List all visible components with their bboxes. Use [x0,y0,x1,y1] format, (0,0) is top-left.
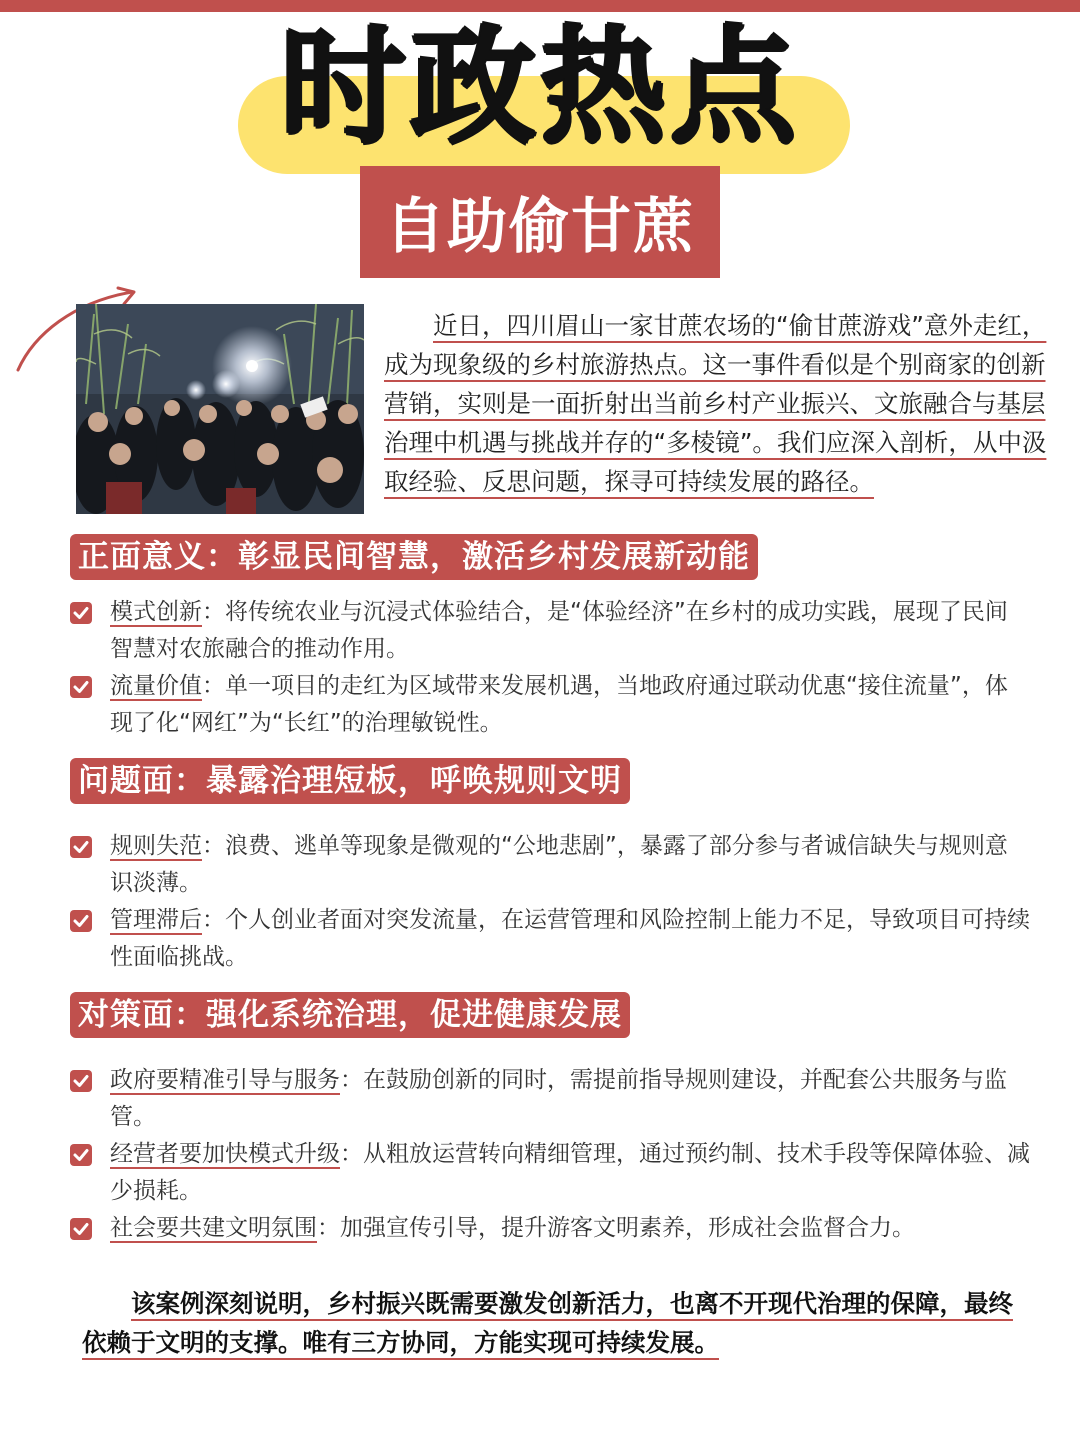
top-accent-bar [0,0,1080,12]
item-text: ：加强宣传引导，提升游客文明素养，形成社会监督合力。 [317,1215,915,1241]
list-item [70,1136,1030,1209]
item-text: ：浪费、逃单等现象是微观的“公地悲剧”，暴露了部分参与者诚信缺失与规则意识淡薄。 [110,833,1008,896]
conclusion-paragraph [82,1284,1022,1362]
item-keyword: 规则失范 [110,833,202,859]
check-box-icon [70,1070,92,1092]
item-keyword: 社会要共建文明氛围 [110,1215,317,1241]
section-header-problems: 问题面：暴露治理短板，呼唤规则文明 [70,758,630,804]
check-box-icon [70,910,92,932]
item-keyword: 模式创新 [110,599,202,625]
list-item [70,1210,1030,1247]
item-text: ：个人创业者面对突发流量，在运营管理和风险控制上能力不足，导致项目可持续性面临挑战。 [110,907,1030,970]
item-keyword: 管理滞后 [110,907,202,933]
page-title: 时政热点 [280,14,800,161]
title-block [0,14,1080,161]
list-item [70,1062,1030,1135]
check-box-icon [70,1144,92,1166]
item-text: ：在鼓励创新的同时，需提前指导规则建设，并配套公共服务与监管。 [110,1067,1007,1130]
item-keyword: 政府要精准引导与服务 [110,1067,340,1093]
sugarcane-crowd-photo [76,304,364,514]
item-text: ：将传统农业与沉浸式体验结合，是“体验经济”在乡村的成功实践，展现了民间智慧对农旅融合的推动作用。 [110,599,1008,662]
item-keyword: 经营者要加快模式升级 [110,1141,340,1167]
list-item [70,594,1030,667]
list-item [70,828,1030,901]
check-box-icon [70,1218,92,1240]
list-item [70,668,1030,741]
page-subtitle: 自助偷甘蔗 [360,166,720,278]
check-box-icon [70,602,92,624]
section-header-positive: 正面意义：彰显民间智慧，激活乡村发展新动能 [70,534,758,580]
countermeasures-list [70,1062,1030,1248]
intro-paragraph [384,306,1064,501]
positive-list [70,594,1030,742]
section-header-countermeasures: 对策面：强化系统治理，促进健康发展 [70,992,630,1038]
conclusion-text: 该案例深刻说明，乡村振兴既需要激发创新活力，也离不开现代治理的保障，最终依赖于文明的支撑。唯有三方协同，方能实现可持续发展。 [82,1289,1013,1357]
intro-text: 近日，四川眉山一家甘蔗农场的“偷甘蔗游戏”意外走红，成为现象级的乡村旅游热点。这一事件看似是个别商家的创新营销，实则是一面折射出当前乡村产业振兴、文旅融合与基层治理中机遇与挑战并存的“多棱镜”。我们应深入剖析，从中汲取经验、反思问题，探寻可持续发展的路径。 [384,311,1047,496]
check-box-icon [70,676,92,698]
item-text: ：单一项目的走红为区域带来发展机遇，当地政府通过联动优惠“接住流量”，体现了化“网红”为“长红”的治理敏锐性。 [110,673,1008,736]
check-box-icon [70,836,92,858]
list-item [70,902,1030,975]
problems-list [70,828,1030,976]
item-keyword: 流量价值 [110,673,202,699]
item-text: ：从粗放运营转向精细管理，通过预约制、技术手段等保障体验、减少损耗。 [110,1141,1030,1204]
